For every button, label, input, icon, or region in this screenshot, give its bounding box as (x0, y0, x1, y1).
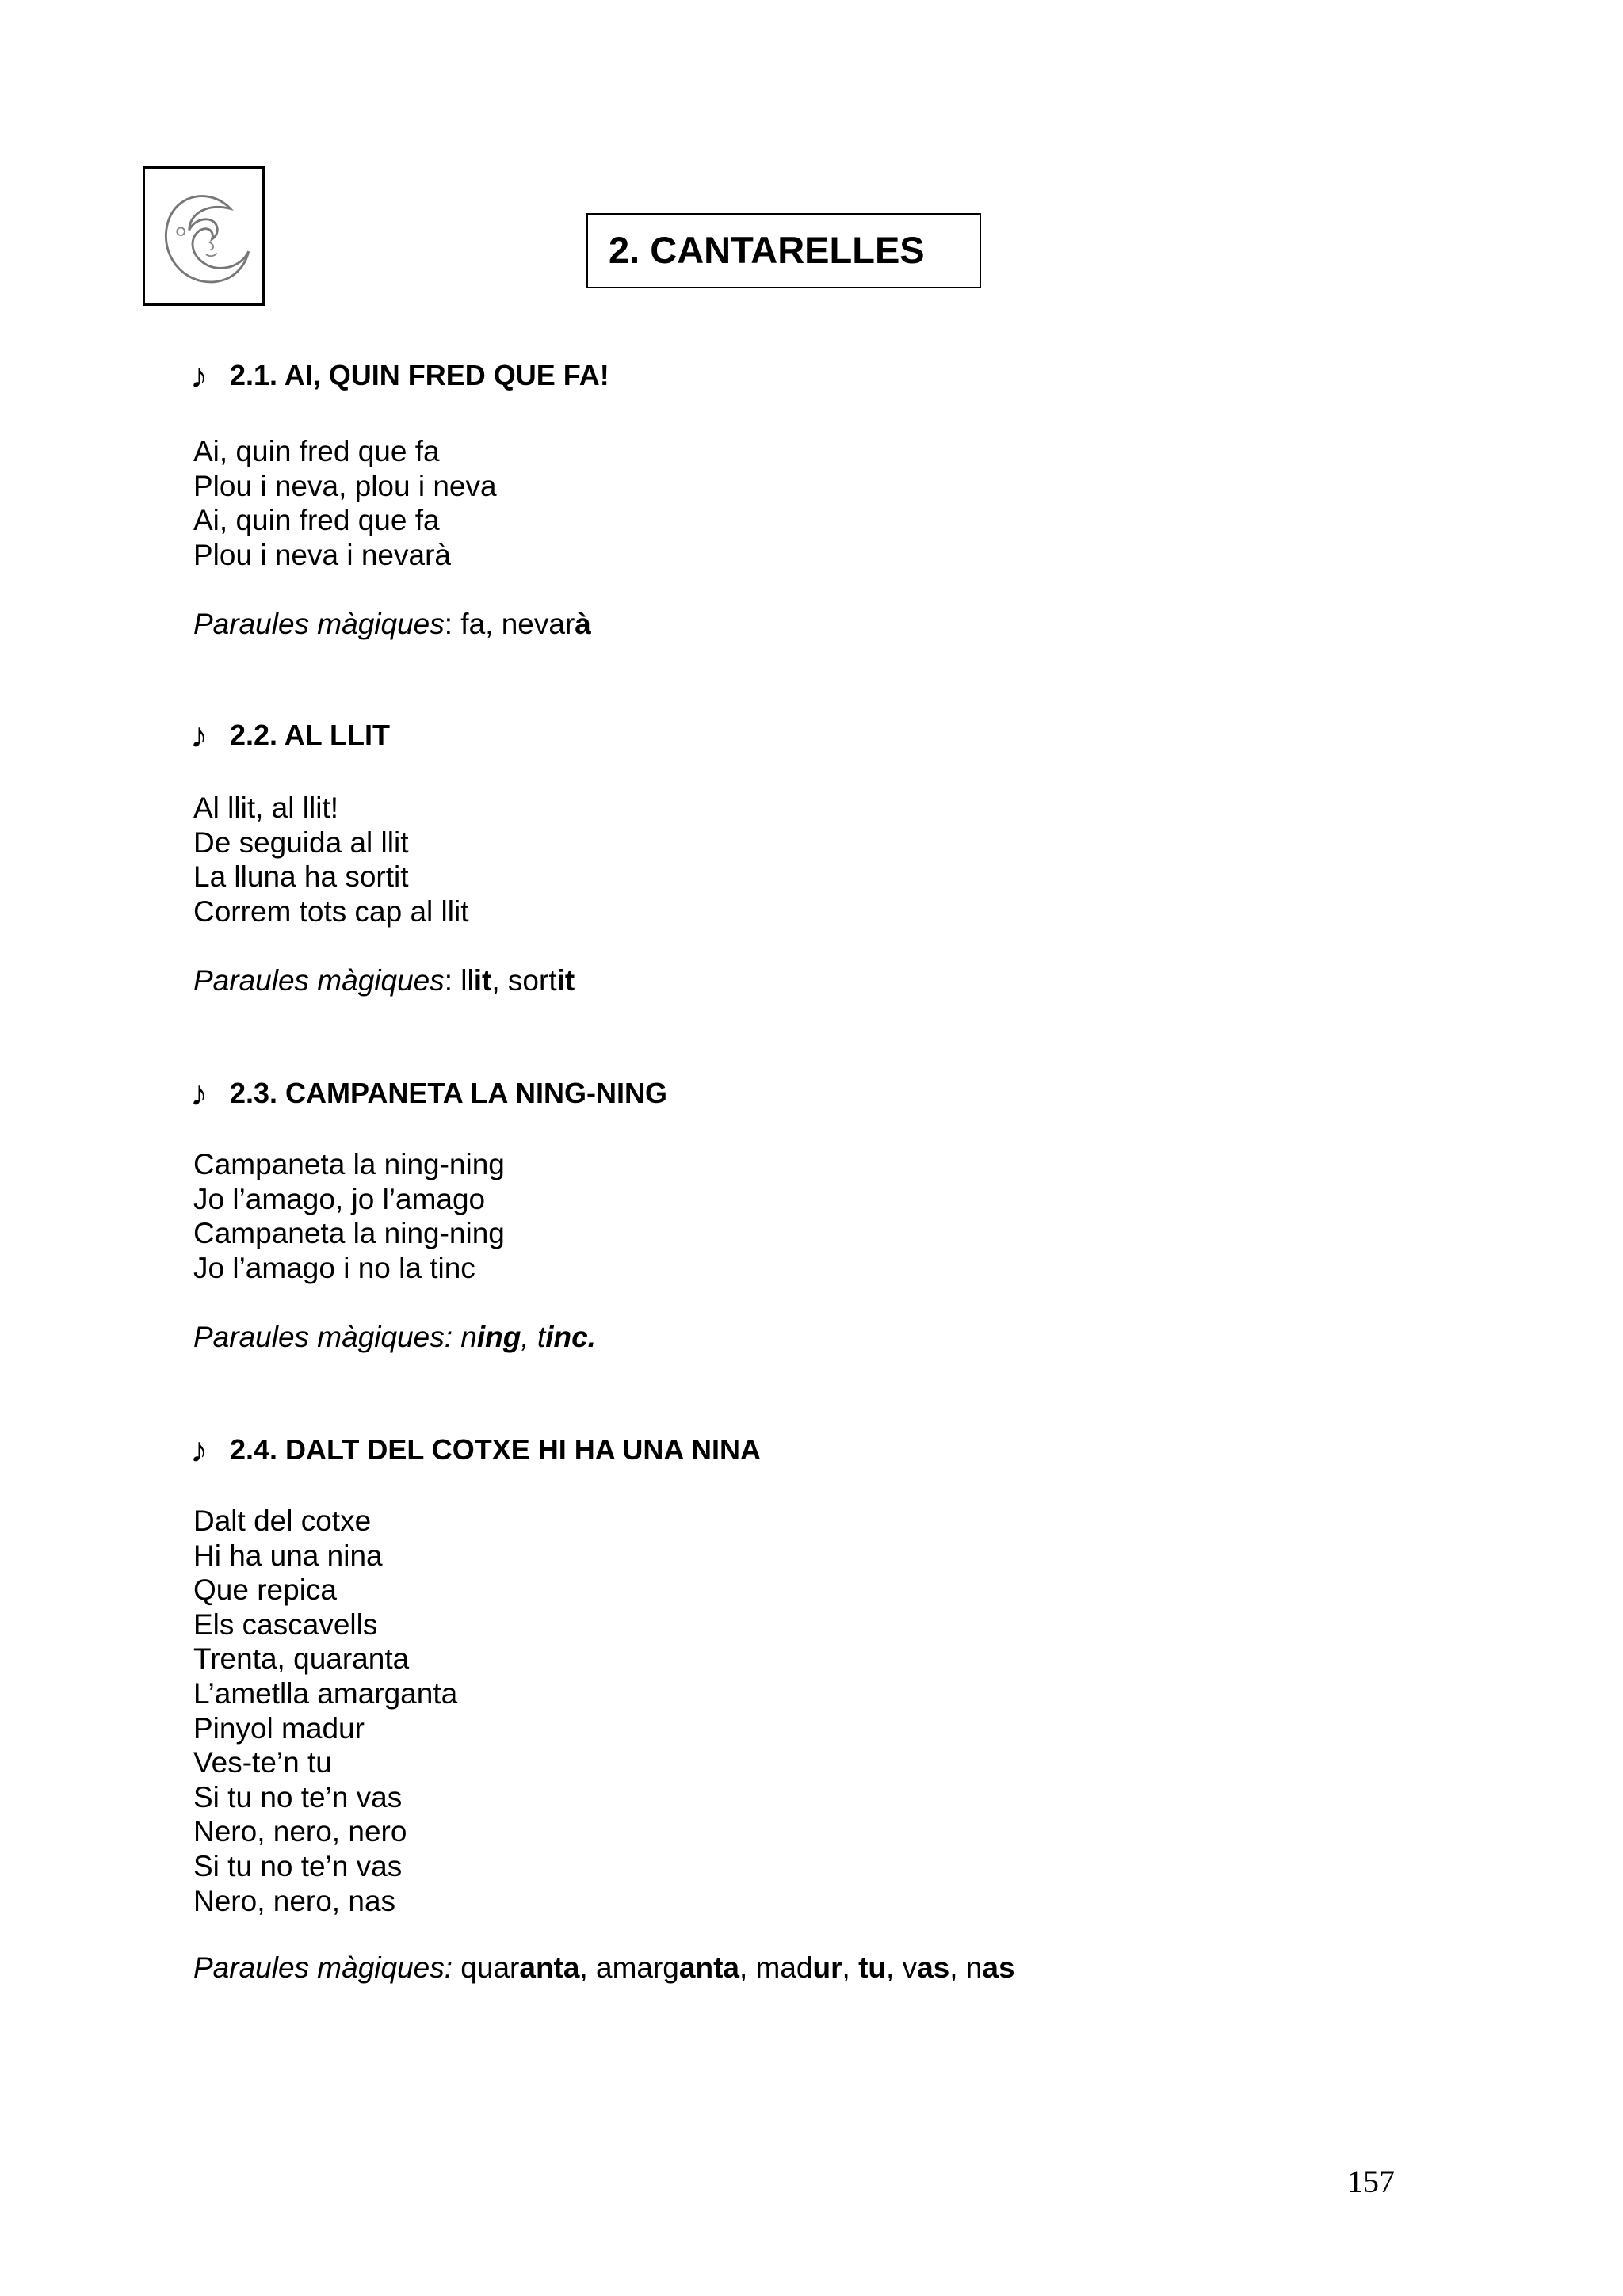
verse-line: L’ametlla amarganta (193, 1676, 458, 1710)
song-heading-2-4 (190, 1432, 761, 1468)
verse-line: De seguida al llit (193, 826, 409, 859)
magic-segment: quar (453, 1951, 520, 1984)
moon-logo (143, 166, 265, 306)
verse-line: Els cascavells (193, 1608, 378, 1641)
verse-line: Plou i neva i nevarà (193, 538, 451, 571)
magic-segment: , n (949, 1951, 983, 1984)
magic-rhyme: it (556, 964, 575, 997)
verse-line: Que repica (193, 1573, 337, 1607)
verse-line: Campaneta la ning-ning (193, 1148, 505, 1180)
magic-words-2-1 (193, 607, 591, 642)
verse-line: Ves-te’n tu (193, 1746, 332, 1779)
music-note-icon: ♪ (190, 1074, 208, 1113)
magic-rhyme: anta (519, 1951, 580, 1984)
magic-segment: , v (886, 1951, 918, 1984)
music-note-icon: ♪ (190, 716, 208, 755)
magic-segment: , t (521, 1321, 546, 1353)
magic-segment: : fa, nevar (444, 608, 575, 640)
chapter-title: 2. CANTARELLES (609, 229, 925, 271)
song-heading-text: 2.4. DALT DEL COTXE HI HA UNA NINA (230, 1433, 762, 1466)
song-heading-2-1 (190, 358, 609, 394)
verse-line: Jo l’amago, jo l’amago (193, 1182, 486, 1215)
music-note-icon: ♪ (190, 1431, 208, 1470)
page-number: 157 (1347, 2164, 1395, 2199)
verse-line: Dalt del cotxe (193, 1505, 372, 1537)
magic-label: Paraules màgiques: n (193, 1321, 477, 1353)
magic-words-2-2 (193, 963, 575, 998)
verse-line: Plou i neva, plou i neva (193, 469, 497, 502)
chapter-title-box (586, 213, 981, 288)
magic-segment: , (842, 1951, 859, 1984)
magic-words-2-3 (193, 1320, 596, 1355)
verse-line: Ai, quin fred que fa (193, 435, 440, 467)
magic-rhyme: ing (476, 1321, 521, 1353)
magic-label: Paraules màgiques (193, 964, 445, 997)
verse-line: Trenta, quaranta (193, 1642, 410, 1676)
magic-label: Paraules màgiques: (193, 1951, 453, 1984)
song-heading-text: 2.1. AI, QUIN FRED QUE FA! (230, 359, 609, 391)
magic-segment: , amarg (579, 1951, 679, 1984)
magic-rhyme: it (473, 964, 492, 997)
music-note-icon: ♪ (190, 357, 208, 395)
song-lyrics-2-4 (193, 1504, 457, 1918)
magic-rhyme: as (982, 1951, 1015, 1984)
song-heading-2-3 (190, 1076, 667, 1112)
verse-line: Si tu no te’n vas (193, 1849, 403, 1882)
verse-line: Campaneta la ning-ning (193, 1217, 505, 1250)
magic-segment: , mad (739, 1951, 813, 1984)
magic-rhyme: as (917, 1951, 950, 1984)
verse-line: Correm tots cap al llit (193, 894, 469, 928)
moon-face-icon (145, 169, 262, 303)
magic-segment: : ll (444, 964, 474, 997)
verse-line: La lluna ha sortit (193, 860, 409, 894)
song-lyrics-2-3 (193, 1147, 505, 1285)
verse-line: Hi ha una nina (193, 1539, 383, 1572)
verse-line: Al llit, al llit! (193, 791, 338, 824)
song-lyrics-2-1 (193, 434, 497, 572)
magic-label: Paraules màgiques (193, 608, 445, 640)
verse-line: Si tu no te’n vas (193, 1780, 403, 1814)
magic-segment: , sort (491, 964, 557, 997)
magic-rhyme: tu (858, 1951, 887, 1984)
magic-rhyme: à (575, 608, 591, 640)
verse-line: Nero, nero, nas (193, 1884, 396, 1917)
verse-line: Pinyol madur (193, 1711, 365, 1745)
song-heading-2-2 (190, 718, 390, 753)
verse-line: Nero, nero, nero (193, 1815, 407, 1848)
song-heading-text: 2.3. CAMPANETA LA NING-NING (230, 1077, 668, 1109)
verse-line: Jo l’amago i no la tinc (193, 1251, 475, 1284)
magic-rhyme: anta (678, 1951, 739, 1984)
magic-rhyme: inc. (545, 1321, 596, 1353)
magic-rhyme: ur (812, 1951, 842, 1984)
song-heading-text: 2.2. AL LLIT (230, 719, 391, 751)
song-lyrics-2-2 (193, 791, 469, 929)
verse-line: Ai, quin fred que fa (193, 504, 440, 537)
magic-words-2-4 (193, 1951, 1015, 1985)
